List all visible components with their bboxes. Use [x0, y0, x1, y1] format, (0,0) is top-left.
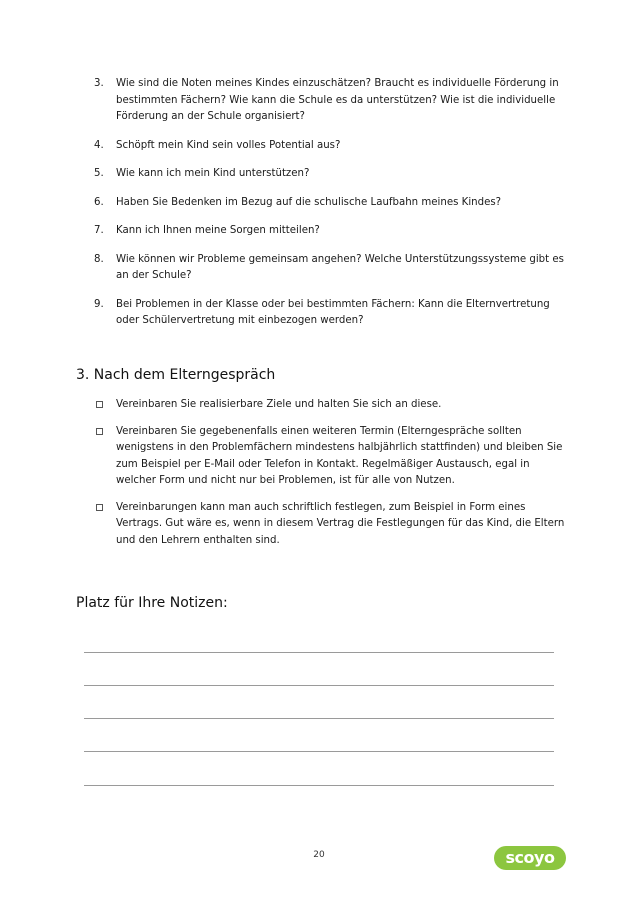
scoyo-logo: scoyo [494, 846, 566, 870]
checklist-item [0, 424, 638, 490]
note-line [84, 785, 554, 786]
list-item [0, 195, 638, 212]
checklist-item [0, 500, 638, 550]
list-item-number: 7. [94, 225, 104, 236]
checklist-item-text: Vereinbaren Sie gegebenenfalls einen weiteren Termin (Elterngespräche sollten wenigstens in den Problemfächern mindestens halbjährlich stattfinden) und bleiben Sie zum Beispiel per E-Mail oder Telefon in Kontakt. Regelmäßiger Austausch, egal in welcher Form und nicht nur bei Problemen, ist für alle von Nutzen. [116, 425, 563, 486]
list-item-number: 8. [94, 253, 104, 265]
notes-heading: Platz für Ihre Notizen: [76, 595, 228, 611]
section-heading: 3. Nach dem Elterngespräch [76, 367, 276, 383]
checkbox-icon [96, 428, 103, 435]
note-line [84, 718, 554, 719]
list-item-text: Schöpft mein Kind sein volles Potential aus? [116, 139, 341, 151]
list-item [0, 252, 638, 285]
list-item [0, 166, 638, 183]
list-item-text: Bei Problemen in der Klasse oder bei bestimmten Fächern: Kann die Elternvertretung oder Schülervertretung mit einbezogen werden? [116, 298, 550, 326]
list-item [0, 223, 638, 240]
list-item [0, 76, 638, 126]
list-item-text: Haben Sie Bedenken im Bezug auf die schulische Laufbahn meines Kindes? [116, 196, 502, 208]
list-item [0, 138, 638, 155]
note-line [84, 685, 554, 686]
list-item-text: Wie kann ich mein Kind unterstützen? [116, 168, 310, 179]
checklist-item [0, 397, 638, 414]
page-number: 20 [313, 850, 325, 860]
checklist-item-text: Vereinbarungen kann man auch schriftlich festlegen, zum Beispiel in Form eines Vertrags. Gut wäre es, wenn in diesem Vertrag die Festlegungen für das Kind, die Eltern und den Lehrern enthalten sind. [116, 501, 565, 546]
list-item-number: 9. [94, 298, 104, 310]
checkbox-icon [96, 401, 103, 408]
checklist-item-text: Vereinbaren Sie realisierbare Ziele und halten Sie sich an diese. [116, 399, 442, 410]
note-line [84, 751, 554, 752]
checkbox-icon [96, 504, 103, 511]
list-item-number: 5. [94, 168, 104, 179]
note-line [84, 652, 554, 653]
list-item-text: Kann ich Ihnen meine Sorgen mitteilen? [116, 225, 320, 236]
question-list [0, 76, 638, 342]
list-item-number: 6. [94, 196, 104, 208]
checklist [0, 397, 638, 559]
list-item-text: Wie können wir Probleme gemeinsam angehen? Welche Unterstützungssysteme gibt es an der Schule? [116, 253, 564, 281]
list-item-number: 3. [94, 78, 104, 89]
list-item [0, 297, 638, 330]
list-item-text: Wie sind die Noten meines Kindes einzuschätzen? Braucht es individuelle Förderung in bestimmten Fächern? Wie kann die Schule es da unterstützen? Wie ist die individuelle Förderung an der Schule organisiert? [116, 78, 559, 122]
list-item-number: 4. [94, 139, 104, 151]
